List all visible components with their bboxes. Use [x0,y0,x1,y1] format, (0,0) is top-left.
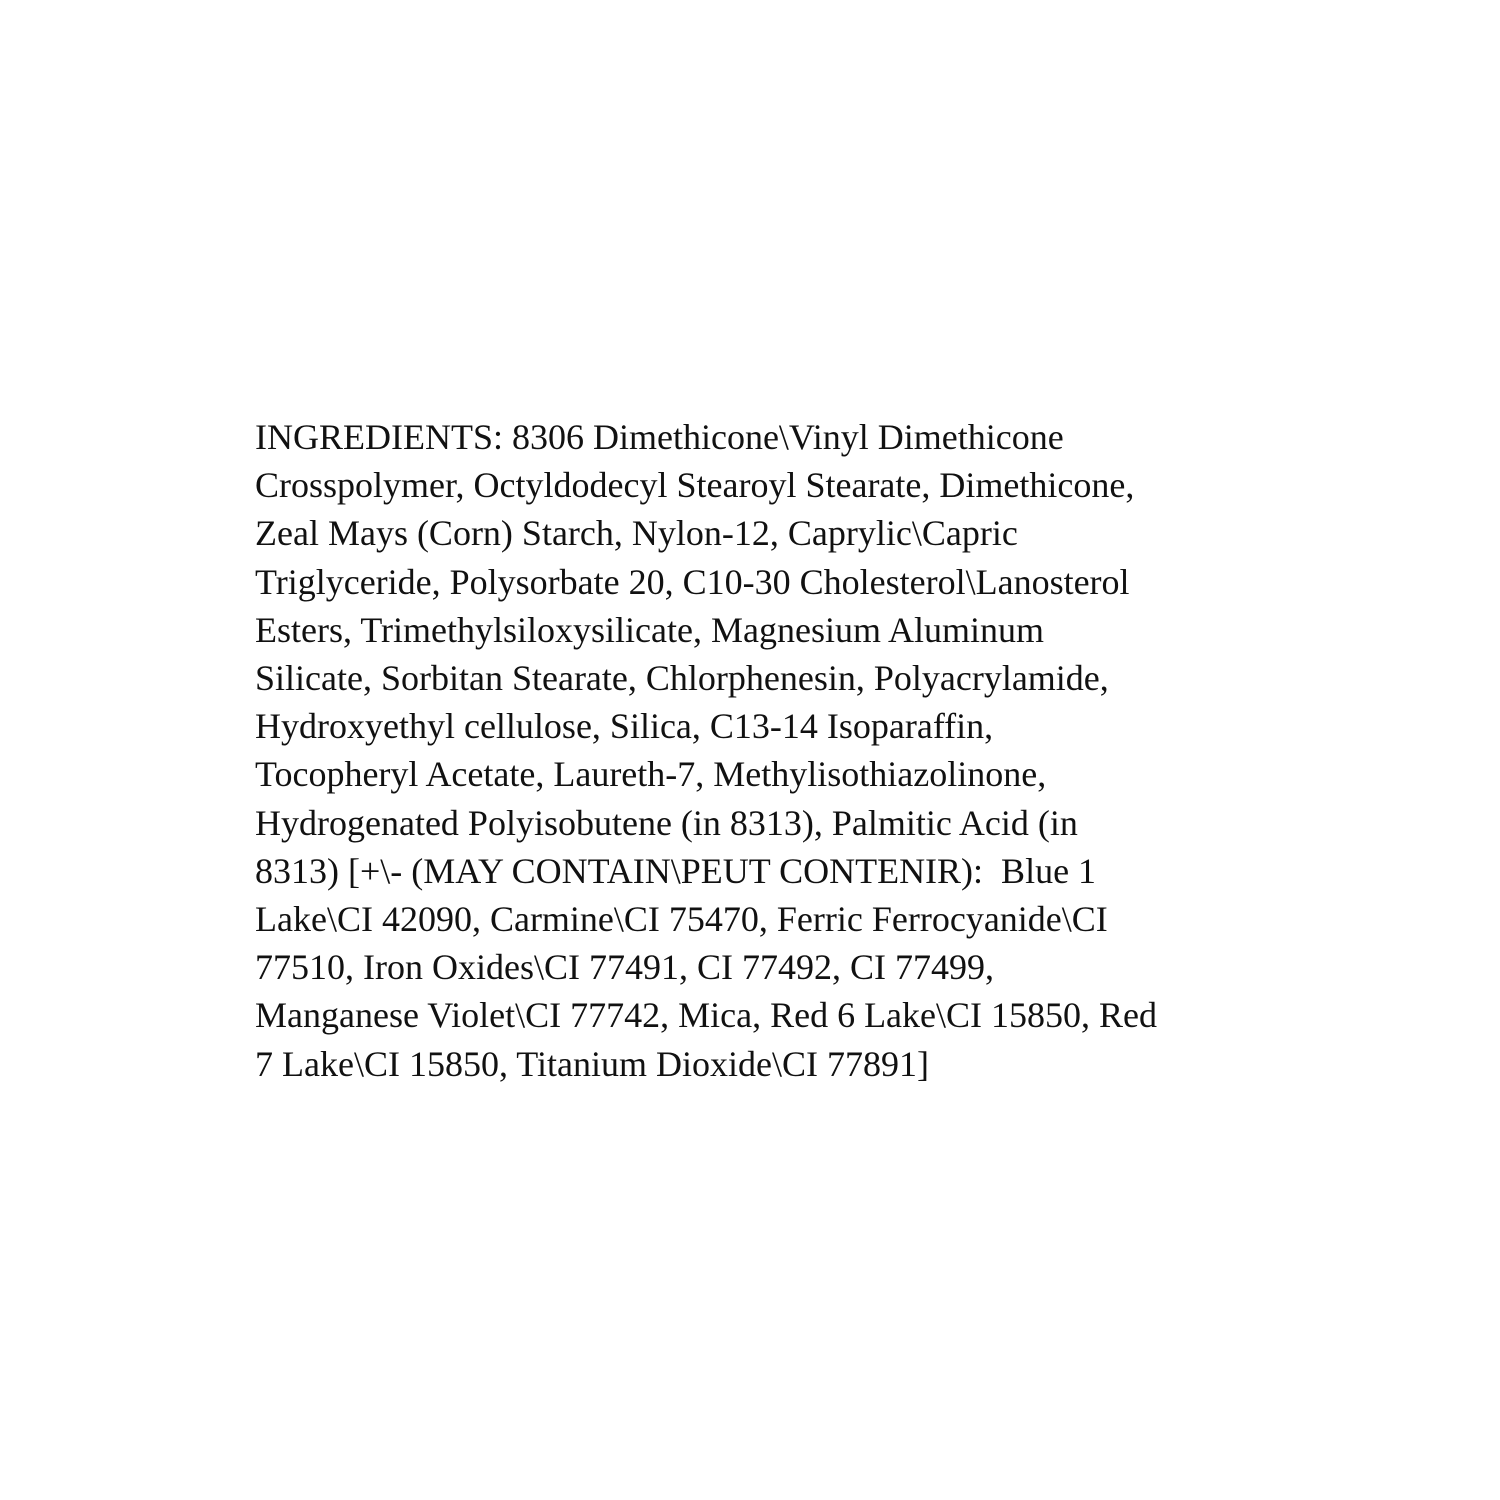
ingredients-line: Lake\CI 42090, Carmine\CI 75470, Ferric Ferrocyanide\CI [255,899,1108,940]
ingredients-line: Tocopheryl Acetate, Laureth-7, Methylisothiazolinone, [255,754,1047,795]
ingredients-line: Manganese Violet\CI 77742, Mica, Red 6 Lake\CI 15850, Red [255,995,1158,1036]
ingredients-line: Crosspolymer, Octyldodecyl Stearoyl Stearate, Dimethicone, [255,465,1135,506]
ingredients-line: 8313) [+\- (MAY CONTAIN\PEUT CONTENIR): Blue 1 [255,850,1097,891]
ingredients-text [255,413,1265,1088]
ingredients-line: Esters, Trimethylsiloxysilicate, Magnesium Aluminum [255,609,1044,650]
ingredients-line: Hydrogenated Polyisobutene (in 8313), Palmitic Acid (in [255,802,1078,843]
ingredients-line: Zeal Mays (Corn) Starch, Nylon-12, Caprylic\Capric [255,513,1018,554]
ingredients-line: INGREDIENTS: 8306 Dimethicone\Vinyl Dimethicone [255,417,1064,457]
ingredients-line: 77510, Iron Oxides\CI 77491, CI 77492, CI 77499, [255,947,994,988]
ingredients-line: Triglyceride, Polysorbate 20, C10-30 Cholesterol\Lanosterol [255,561,1130,602]
ingredients-line: 7 Lake\CI 15850, Titanium Dioxide\CI 77891] [255,1043,929,1084]
ingredients-line: Silicate, Sorbitan Stearate, Chlorphenesin, Polyacrylamide, [255,658,1109,699]
ingredients-line: Hydroxyethyl cellulose, Silica, C13-14 Isoparaffin, [255,706,994,747]
